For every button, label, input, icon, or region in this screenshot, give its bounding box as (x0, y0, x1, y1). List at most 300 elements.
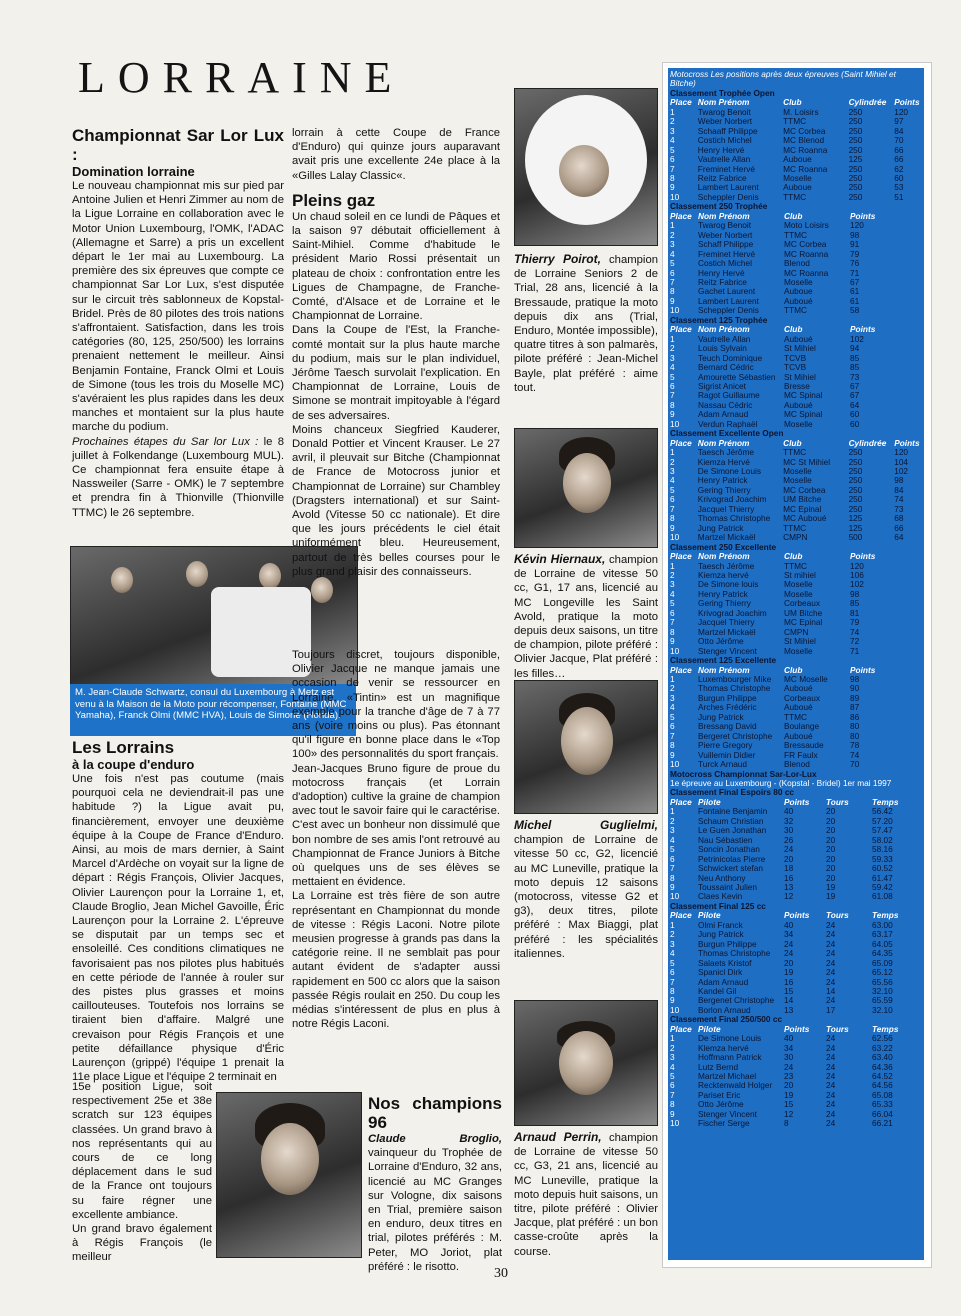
name-hiernaux: Kévin Hiernaux, (514, 552, 606, 566)
table-cell: Bressang David (698, 722, 757, 732)
table-cell: Lutz Bernd (698, 1062, 739, 1072)
table-row (670, 165, 920, 174)
table-header (670, 666, 920, 675)
table-cell: 125 (848, 154, 863, 165)
section-title: Classement Final 125 cc (670, 900, 766, 911)
table-cell: 32.10 (872, 1004, 893, 1015)
table-cell: 85 (850, 598, 860, 609)
column-header: Place (670, 1023, 692, 1034)
table-cell: 74 (850, 749, 860, 760)
table-cell: 94 (850, 343, 860, 354)
table-cell: 120 (894, 106, 909, 117)
table-cell: Ragot Guillaume (698, 391, 760, 401)
column-2-champions (368, 1094, 502, 1274)
table-cell: 76 (850, 258, 860, 269)
table-cell: 9 (670, 182, 675, 193)
table-cell: 12 (784, 891, 794, 902)
table-cell: TCVB (784, 353, 807, 363)
table-header (670, 552, 920, 561)
table-cell: 250 (848, 125, 863, 136)
table-cell: 13 (784, 1004, 794, 1015)
column-header: Club (784, 665, 803, 675)
table-cell: Thomas Christophe (698, 684, 771, 694)
table-cell: Moselle (784, 589, 813, 599)
table-cell: 250 (848, 106, 863, 117)
table-cell: Krivograd Joachim (698, 608, 767, 618)
column-header: Points (850, 664, 876, 675)
column-header: Place (670, 437, 692, 448)
table-cell: 6 (670, 967, 675, 978)
table-cell: Pariset Eric (698, 1090, 741, 1100)
table-cell: 57.20 (872, 815, 893, 826)
table-cell: MC Corbea (783, 126, 826, 136)
table-cell: TTMC (783, 448, 807, 458)
section-subtitle: 1e épreuve au Luxembourg - (Kopstal - Bridel) 1er mai 1997 (670, 777, 892, 788)
table-cell: Moselle (784, 580, 813, 590)
table-cell: 58 (850, 305, 860, 316)
table-cell: 65.56 (872, 976, 893, 987)
column-header: Place (670, 910, 692, 921)
caption-hiernaux: Kévin Hiernaux, champion de Lorraine de vitesse 50 cc, G1, 17 ans, licencié au MC Longeville les Saint Avold, pratique la moto depuis deux saisons, un titre de champion, pilote préféré : Olivier Jacque, Plat préféré : les filles… (514, 552, 659, 680)
table-cell: 500 (848, 532, 863, 543)
table-row (670, 269, 920, 278)
table-cell: 106 (850, 570, 864, 581)
table-cell: 17 (826, 1004, 836, 1015)
table-cell: 9 (670, 1108, 675, 1119)
table-cell: 1 (670, 106, 675, 117)
table-cell: Le Guen Jonathan (698, 826, 767, 836)
table-cell: Adam Arnaud (698, 410, 749, 420)
column-header: Club (783, 98, 802, 108)
table-cell: 3 (670, 938, 675, 949)
table-row (670, 476, 920, 485)
paragraph: Une fois n'est pas coutume (mais pourquoi cela ne deviendrait-il pas une habitude ?) la Ligue avait pu, financièrement, envoyer une deuxième équipe à la Coupe de France d'Enduro. Ainsi, au mois de mars dernier, à Saint Marcel d'Ardèche on voyait sur la ligne de départ : Régis François, Olivier Jacques, Olivier Laurençon pour la Lorraine 1, et, Claude Broglio, Jean Michel Gavoille, Éric Laurençon pour la Lorraine 2. L'épreuve se disputait par un temps sec et ensoleillé. Ces conditions climatiques ne favorisaient pas nos pilotes plus habitués en cette période de l'année à rouler sur des pistes plus grasses et moins caillouteuses. Toutefois nos lorrains se tiraient bien d'affaire. Malgré une crevaison pour Régis François et une petite défaillance physique d'Éric Laurençon (grippé) l'équipe 1 prenait la 11e place Ligue et l'équipe 2 terminait en (72, 773, 284, 1084)
table-cell: Auboue (783, 155, 812, 165)
column-header: Nom Prénom (698, 665, 750, 675)
table-cell: 64.05 (872, 938, 893, 949)
table-row (670, 250, 920, 259)
table-cell: Scheppler Denis (697, 192, 759, 202)
column-1 (72, 126, 284, 520)
paragraph: Toujours discret, toujours disponible, Olivier Jacque ne manque jamais une occasion de venir se ressourcer en Lorraine. «Tintin» est un magnifique exemple pour la tranche d'âge de 7 à 77 ans (voire moins ou plus). Pas étonnant qu'il figure en bonne place dans le «Top 100» des personnalités du sport français. (292, 649, 500, 761)
table-cell: MC Spinal (784, 391, 823, 401)
table-cell: Gering Thierry (698, 599, 751, 609)
results-panel (668, 68, 924, 1260)
table-row (670, 637, 920, 646)
table-cell: Fontaine Benjamin (698, 807, 768, 817)
table-cell: 63.40 (872, 1052, 893, 1063)
table-cell: Martzel Mickaël (698, 627, 756, 637)
table-cell: 3 (670, 125, 675, 136)
column-1-lower (72, 738, 284, 1084)
paragraph: Un grand bravo également à Régis François (le meilleur (72, 1223, 212, 1264)
table-cell: 8 (670, 513, 675, 524)
column-2-lower (292, 648, 500, 1031)
table-cell: St Mihiel (784, 637, 816, 647)
table-cell: 2 (670, 229, 675, 240)
subheading-enduro: à la coupe d'enduro (72, 757, 195, 772)
table-cell: 20 (826, 815, 836, 826)
table-cell: Costich Michel (697, 136, 752, 146)
table-cell: 250 (848, 135, 863, 146)
table-cell: 2 (670, 1042, 675, 1053)
table-row (670, 373, 920, 382)
heading-pleins-gaz: Pleins gaz (292, 190, 376, 210)
table-cell: 4 (670, 588, 675, 599)
table-cell: 20 (826, 844, 836, 855)
table-cell: Henry Patrick (697, 476, 748, 486)
paragraph: La Lorraine est très fière de son autre représentant en Championnat du monde de vitesse : Régis Laconi. Notre pilote meusien progresse à grands pas dans la catégorie reine. Il ne semblait pas pour autant évident de s'adapter aussi rapidement en 500 cc alors que la saison passée Régis roulait en 250. Du coup les médias s'intéressent de plus en plus à notre Régis Laconi. (292, 890, 500, 1031)
table-cell: 59.42 (872, 881, 893, 892)
column-header: Tours (826, 910, 849, 921)
table-cell: 63.00 (872, 919, 893, 930)
table-cell: Twarog Benoit (698, 221, 752, 231)
table-cell: 74 (850, 626, 860, 637)
table-cell: St mihiel (784, 571, 816, 581)
table-cell: 40 (784, 1033, 794, 1044)
table-cell: 60 (894, 172, 904, 183)
table-cell: 91 (850, 239, 860, 250)
table-cell: 68 (894, 513, 904, 524)
table-cell: 24 (826, 967, 836, 978)
column-header: Tours (826, 796, 849, 807)
section-title: Classement 250 Excellente (670, 541, 777, 552)
table-cell: 89 (850, 692, 860, 703)
table-cell: 2 (670, 683, 675, 694)
table-cell: Schaff Philippe (698, 240, 754, 250)
table-row (670, 354, 920, 363)
table-cell: 5 (670, 484, 675, 495)
table-cell: 120 (850, 220, 864, 231)
table-cell: 64.36 (872, 1061, 893, 1072)
table-cell: 87 (850, 702, 860, 713)
table-cell: 62.56 (872, 1033, 893, 1044)
table-cell: 24 (826, 1052, 836, 1063)
table-cell: 250 (848, 503, 863, 514)
table-cell: 5 (670, 258, 675, 269)
table-cell: 34 (784, 929, 794, 940)
table-cell: 1 (670, 674, 675, 684)
table-cell: 4 (670, 948, 675, 959)
table-cell: 250 (848, 182, 863, 193)
poirot-photo (514, 88, 658, 246)
table-cell: Blenod (784, 760, 810, 770)
table-cell: Auboué (784, 684, 813, 694)
table-cell: 24 (826, 995, 836, 1006)
table-cell: TTMC (784, 230, 808, 240)
table-cell: 61 (850, 286, 860, 297)
table-cell: 6 (670, 267, 675, 278)
table-cell: 30 (784, 825, 794, 836)
column-header: Pilote (698, 911, 721, 921)
table-cell: MC Auboué (783, 514, 827, 524)
table-cell: 80 (850, 721, 860, 732)
table-cell: 10 (670, 191, 680, 202)
table-cell: 8 (670, 740, 675, 751)
table-header (670, 325, 920, 334)
table-cell: 120 (894, 447, 909, 458)
column-2 (292, 126, 500, 579)
table-cell: Moselle (783, 173, 812, 183)
table-cell: St Mihiel (784, 372, 816, 382)
table-row (670, 221, 920, 230)
table-row (670, 335, 920, 344)
table-row (670, 136, 920, 145)
table-cell: FR Faulx (784, 750, 818, 760)
table-cell: Otto Jérôme (698, 1100, 744, 1110)
table-cell: 5 (670, 1071, 675, 1082)
table-cell: 24 (826, 919, 836, 930)
table-cell: Neu Anthony (698, 873, 746, 883)
table-cell: 73 (894, 503, 904, 514)
table-cell: 2 (670, 815, 675, 826)
section-title: Classement 250 Trophée (670, 201, 768, 212)
column-header: Cylindrée (848, 97, 887, 108)
table-cell: 24 (826, 1099, 836, 1110)
table-cell: Toussaint Julien (698, 882, 758, 892)
table-row (670, 618, 920, 627)
table-cell: 80 (850, 730, 860, 741)
table-row (670, 505, 920, 514)
table-row (670, 117, 920, 126)
table-cell: 19 (784, 967, 794, 978)
table-cell: 60.52 (872, 863, 893, 874)
table-cell: Kiemza hervé (698, 571, 749, 581)
table-cell: 97 (894, 116, 904, 127)
table-cell: 23 (784, 1071, 794, 1082)
table-cell: De Simone Louis (697, 467, 761, 477)
table-row (670, 684, 920, 693)
table-cell: Henry Hervé (698, 268, 745, 278)
table-cell: 24 (826, 1042, 836, 1053)
name-broglio: Claude Broglio, (368, 1133, 502, 1145)
table-cell: 250 (848, 144, 863, 155)
table-cell: 2 (670, 456, 675, 467)
table-cell: 65.59 (872, 995, 893, 1006)
table-cell: 10 (670, 532, 680, 543)
table-cell: 6 (670, 607, 675, 618)
table-row (670, 751, 920, 760)
table-cell: Amourette Sébastien (698, 372, 776, 382)
table-cell: MC Blenod (783, 136, 825, 146)
table-row (670, 590, 920, 599)
table-cell: 3 (670, 352, 675, 363)
table-cell: CMPN (783, 533, 808, 543)
table-cell: 59.33 (872, 853, 893, 864)
table-cell: 3 (670, 239, 675, 250)
heading-champions: Nos champions 96 (368, 1094, 502, 1132)
table-cell: Borlon Arnaud (698, 1005, 751, 1015)
table-cell: 18 (784, 863, 794, 874)
table-cell: Soncin Jonathan (698, 845, 760, 855)
table-cell: 9 (670, 881, 675, 892)
table-cell: Schaum Christian (698, 816, 764, 826)
table-row (670, 183, 920, 192)
table-cell: 19 (826, 881, 836, 892)
table-cell: 9 (670, 995, 675, 1006)
column-header: Place (670, 796, 692, 807)
table-cell: 5 (670, 711, 675, 722)
table-cell: 65.33 (872, 1099, 893, 1110)
table-cell: 8 (670, 1099, 675, 1110)
table-cell: 20 (826, 853, 836, 864)
table-cell: Gachet Laurent (698, 287, 756, 297)
table-cell: 24 (826, 976, 836, 987)
table-cell: Stenger Vincent (698, 646, 757, 656)
table-cell: Louis Sylvain (698, 344, 747, 354)
paragraph: Dans la Coupe de l'Est, la Franche-comté montait sur la plus haute marche du podium, mais sur le plan individuel, Jérôme Taesch survolait l'explication. En Championnat de Lorraine, Louis de Simone se montrait impitoyable à l'égard de ses adversaires. (292, 324, 500, 422)
table-cell: 20 (784, 957, 794, 968)
table-cell: 79 (850, 248, 860, 259)
table-cell: 40 (784, 806, 794, 817)
column-header: Nom Prénom (697, 438, 750, 448)
column-header: Place (670, 551, 692, 562)
table-cell: 3 (670, 579, 675, 590)
table-cell: Taesch Jérôme (697, 448, 755, 458)
table-row (670, 571, 920, 580)
table-row (670, 287, 920, 296)
table-cell: 81 (850, 607, 860, 618)
column-header: Place (670, 210, 692, 221)
table-cell: Auboué (784, 400, 813, 410)
table-row (670, 467, 920, 476)
column-header: Place (670, 324, 692, 335)
table-cell: 14 (826, 985, 836, 996)
table-cell: Nau Sébastien (698, 835, 753, 845)
column-header: Place (670, 97, 692, 108)
table-cell: 19 (784, 1089, 794, 1100)
table-cell: 85 (850, 362, 860, 373)
table-cell: Reitz Fabrice (698, 277, 747, 287)
table-cell: 4 (670, 475, 675, 486)
table-cell: 62 (894, 163, 904, 174)
column-header: Club (783, 438, 802, 448)
table-cell: Martzel Michael (698, 1072, 757, 1082)
table-cell: Luxembourger Mike (698, 675, 772, 684)
table-cell: Hoffmann Patrick (698, 1053, 762, 1063)
table-cell: 24 (826, 929, 836, 940)
table-cell: 24 (826, 1108, 836, 1119)
table-row (670, 174, 920, 183)
table-cell: 24 (826, 1033, 836, 1044)
table-cell: 90 (850, 683, 860, 694)
column-header: Tours (826, 1023, 849, 1034)
table-cell: 250 (848, 466, 863, 477)
table-cell: 34 (784, 1042, 794, 1053)
paragraph: Moins chanceux Siegfried Kauderer, Donald Pottier et Vincent Krauser. Le 27 avril, il pleuvait sur Bitche (Championnat de France de Motocross junior et Championnat de Lorraine) sur Chambley (Dragsters international) et sur Saint-Avold (Vitesse 50 cc nationale). Et dire que les jours précédents le ciel était uniformément bleu. Heureusement, partout de très belles courses pour le plus grand plaisir des connaisseurs. (292, 423, 500, 578)
table-cell: Burgun Philippe (698, 693, 757, 703)
table-cell: 7 (670, 390, 675, 401)
table-cell: 8 (670, 626, 675, 637)
guglielmi-photo (514, 680, 658, 814)
table-cell: 20 (784, 1080, 794, 1091)
broglio-photo (216, 1092, 362, 1258)
table-cell: 58.02 (872, 834, 893, 845)
table-cell: MC Corbea (783, 485, 826, 495)
table-cell: 61 (850, 295, 860, 306)
table-cell: 10 (670, 305, 680, 316)
table-cell: 7 (670, 730, 675, 741)
table-cell: Freminet Hervé (698, 249, 756, 259)
table-cell: Olmi Franck (698, 920, 743, 930)
table-row (670, 108, 920, 117)
table-cell: 10 (670, 1004, 680, 1015)
column-header: Club (784, 552, 803, 562)
table-cell: 32 (784, 815, 794, 826)
table-row (670, 609, 920, 618)
table-cell: 9 (670, 295, 675, 306)
table-row (670, 495, 920, 504)
column-header: Points (850, 324, 876, 335)
heading-sarlorlux: Championnat Sar Lor Lux : (72, 126, 284, 164)
table-cell: 6 (670, 853, 675, 864)
column-header: Nom Prénom (698, 325, 750, 335)
table-cell: 51 (894, 191, 904, 202)
table-cell: 84 (894, 125, 904, 136)
table-cell: 6 (670, 1080, 675, 1091)
table-cell: 3 (670, 825, 675, 836)
table-cell: 1 (670, 560, 675, 571)
table-cell: CMPN (784, 627, 809, 637)
table-cell: Moselle (783, 476, 812, 486)
table-row (670, 382, 920, 391)
table-cell: 14 (784, 995, 794, 1006)
table-cell: Kiemza Hervé (697, 457, 750, 467)
table-cell: Bernard Cédric (698, 363, 754, 373)
italic-lead: Prochaines étapes du Sar lor Lux : (72, 435, 259, 448)
table-cell: TTMC (784, 712, 808, 722)
column-header: Place (670, 664, 692, 675)
table-cell: 12 (784, 1108, 794, 1119)
table-cell: 71 (850, 267, 860, 278)
table-cell: Schwickert stefan (698, 864, 764, 874)
table-cell: Lambert Laurent (697, 183, 759, 193)
table-cell: 6 (670, 494, 675, 505)
table-cell: 7 (670, 503, 675, 514)
table-cell: 120 (850, 560, 864, 571)
table-cell: 102 (850, 579, 864, 590)
table-cell: 4 (670, 702, 675, 713)
table-cell: 57.47 (872, 825, 893, 836)
table-cell: 5 (670, 144, 675, 155)
column-header: Club (784, 211, 803, 221)
table-row (670, 278, 920, 287)
table-cell: 250 (848, 456, 863, 467)
table-cell: Taesch Jérôme (698, 561, 755, 571)
column-header: Points (894, 97, 920, 108)
table-cell: 16 (784, 872, 794, 883)
table-cell: 24 (784, 938, 794, 949)
table-cell: 250 (848, 172, 863, 183)
table-cell: 125 (848, 522, 863, 533)
table-cell: 250 (848, 447, 863, 458)
table-cell: Jacquel Thierry (697, 504, 755, 514)
table-cell: 15 (784, 1099, 794, 1110)
table-cell: 9 (670, 749, 675, 760)
table-cell: 66.21 (872, 1118, 893, 1129)
table-cell: Jung Patrick (697, 523, 744, 533)
caption-perrin: Arnaud Perrin, champion de Lorraine de vitesse 50 cc, G3, 21 ans, licencié au MC Luneville, pratique la moto depuis huit saisons, un titre, pilote préféré : Olivier Jacque, plat préféré : un bon casse-croûte après la course. (514, 1130, 658, 1258)
perrin-photo (514, 1000, 658, 1126)
table-cell: Costich Michel (698, 259, 752, 269)
table-cell: TTMC (783, 117, 807, 127)
table-cell: Twarog Benoit (697, 107, 751, 117)
table-cell: MC Corbea (784, 240, 827, 250)
table-cell: UM Bitche (783, 495, 822, 505)
subheading-domination: Domination lorraine (72, 164, 195, 179)
photo-caption: M. Jean-Claude Schwartz, consul du Luxembourg à Metz est venu à la Maison de la Moto pour récompenser, Fontaine (MMC Yamaha), Franck Olmi (MMC HVA), Louis de Simone (Honda). (70, 684, 356, 736)
table-cell: 3 (670, 466, 675, 477)
